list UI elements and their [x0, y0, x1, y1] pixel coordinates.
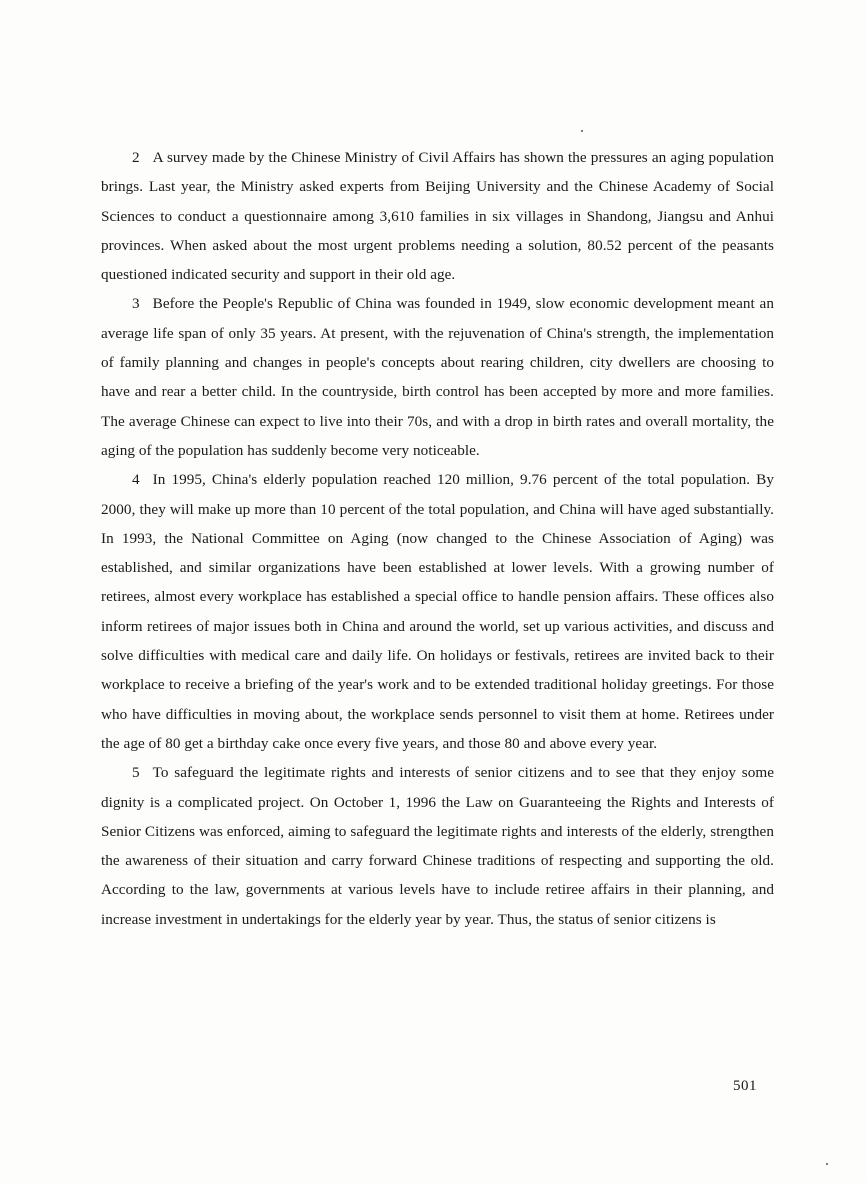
scan-speck — [581, 130, 583, 132]
paragraph-number: 5 — [132, 764, 140, 782]
page-number: 501 — [733, 1078, 757, 1094]
scan-speck — [826, 1163, 828, 1165]
paragraph-4 — [101, 465, 774, 758]
paragraph-5 — [101, 758, 774, 934]
paragraph-2 — [101, 143, 774, 289]
body-text — [101, 143, 774, 934]
paragraph-number: 3 — [132, 295, 140, 313]
paragraph-number: 2 — [132, 149, 140, 166]
paragraph-text: In 1995, China's elderly population reached 120 million, 9.76 percent of the total population. By 2000, they will make up more than 10 percent of the total population, and China will have aged substantially. In 1993, the National Committee on Aging (now changed to the Chinese Association of Aging) was established, and similar organizations have been established at lower levels. With a growing number of retirees, almost every workplace has established a special office to handle pension affairs. These offices also inform retirees of major issues both in China and around the world, set up various activities, and discuss and solve difficulties with medical care and daily life. On holidays or festivals, retirees are invited back to their workplace to receive a briefing of the year's work and to be extended traditional holiday greetings. For those who have difficulties in moving about, the workplace sends personnel to visit them at home. Retirees under the age of 80 get a birthday cake once every five years, and those 80 and above every year. — [101, 471, 774, 752]
paragraph-text: Before the People's Republic of China was founded in 1949, slow economic development meant an average life span of only 35 years. At present, with the rejuvenation of China's strength, the implementation of family planning and changes in people's concepts about rearing children, city dwellers are choosing to have and rear a better child. In the countryside, birth control has been accepted by more and more families. The average Chinese can expect to live into their 70s, and with a drop in birth rates and overall mortality, the aging of the population has suddenly become very noticeable. — [101, 295, 774, 459]
paragraph-text: A survey made by the Chinese Ministry of Civil Affairs has shown the pressures an aging population brings. Last year, the Ministry asked experts from Beijing University and the Chinese Academy of Social Sciences to conduct a questionnaire among 3,610 families in six villages in Shandong, Jiangsu and Anhui provinces. When asked about the most urgent problems needing a solution, 80.52 percent of the peasants questioned indicated security and support in their old age. — [101, 149, 774, 284]
paragraph-text: To safeguard the legitimate rights and interests of senior citizens and to see that they enjoy some dignity is a complicated project. On October 1, 1996 the Law on Guaranteeing the Rights and Interests of Senior Citizens was enforced, aiming to safeguard the legitimate rights and interests of the elderly, strengthen the awareness of their situation and carry forward Chinese traditions of respecting and supporting the old. According to the law, governments at various levels have to include retiree affairs in their planning, and increase investment in undertakings for the elderly year by year. Thus, the status of senior citizens is — [101, 764, 774, 928]
paragraph-3 — [101, 289, 774, 465]
paragraph-number: 4 — [132, 471, 140, 489]
